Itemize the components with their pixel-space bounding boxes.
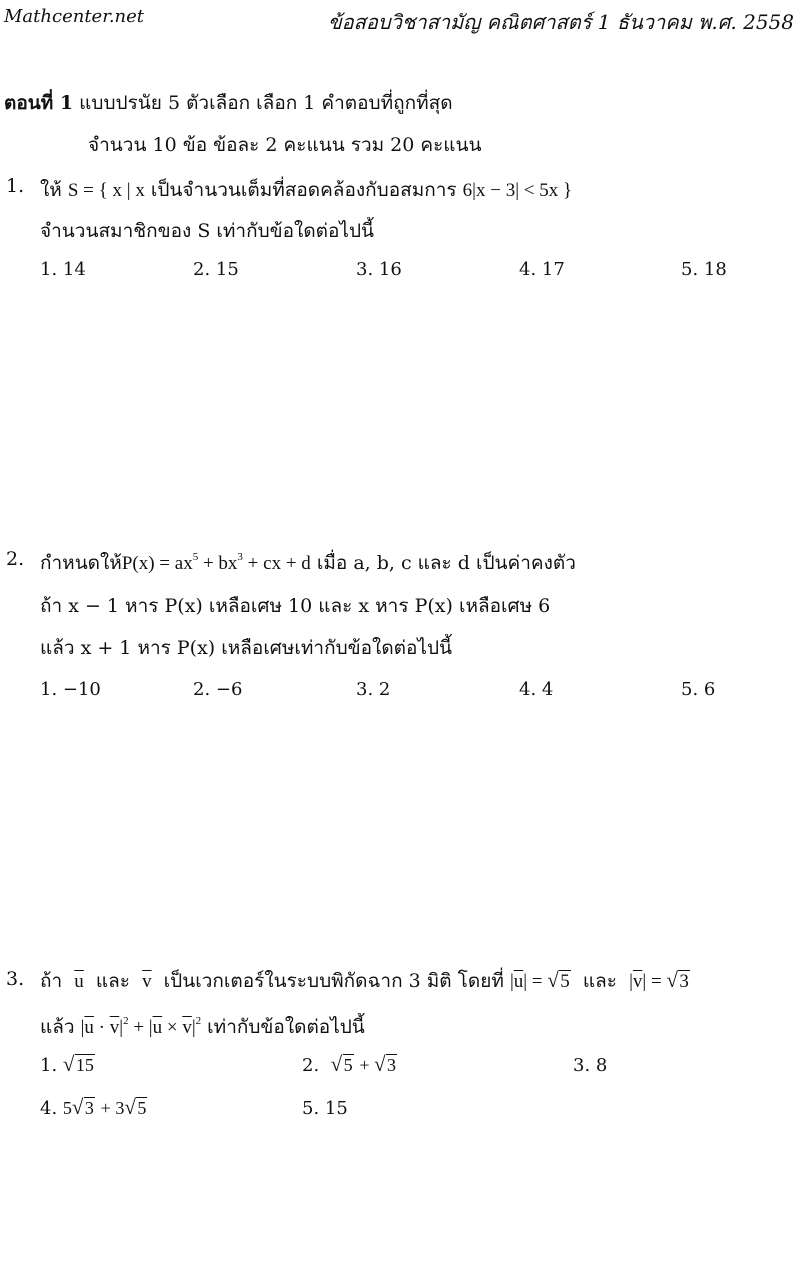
radicand: 3	[387, 1055, 397, 1075]
vector-u: $\overline{u}$	[152, 1017, 163, 1038]
q2-poly-a: P(x) = ax	[121, 553, 193, 574]
choice-5[interactable]: 5. 18	[681, 259, 727, 280]
choice-label: 4.	[40, 1098, 58, 1119]
vector-v: $\overline{v}$	[109, 1017, 120, 1038]
coefficient: 3	[115, 1098, 125, 1118]
radicand: 5	[560, 971, 570, 992]
sqrt-symbol	[63, 1055, 95, 1076]
choice-2[interactable]: 2. √ 5 + √ 3	[302, 1055, 397, 1076]
cross-operator: ×	[162, 1017, 183, 1038]
q1-set-start: S = { x | x	[67, 180, 145, 201]
vector-v: $\overline{v}$	[182, 1017, 192, 1038]
sqrt-symbol	[666, 971, 690, 993]
q2-exp-3: 3	[237, 551, 243, 563]
section-instruction: แบบปรนัย 5 ตัวเลือก เลือก 1 คำตอบที่ถูกที่สุด	[79, 92, 453, 114]
sqrt-symbol	[374, 1055, 397, 1076]
choice-5[interactable]: 5. 6	[681, 679, 716, 700]
choice-label: 2.	[302, 1055, 320, 1076]
choice-4[interactable]: 4. 17	[519, 259, 565, 280]
section-scoring: จำนวน 10 ข้อ ข้อละ 2 คะแนน รวม 20 คะแนน	[88, 134, 482, 156]
choice-1[interactable]: 1. 14	[40, 259, 86, 280]
choice-label: 1.	[40, 1055, 58, 1076]
q3-eq-v: | =	[642, 971, 667, 992]
vector-u: $\overline{u}$	[84, 1017, 94, 1038]
q2-poly-b: + bx	[198, 553, 238, 574]
q2-pre: กำหนดให้	[40, 552, 122, 574]
question-2-line-3: แล้ว x + 1 หาร P(x) เหลือเศษเท่ากับข้อใดต่อไปนี้	[40, 637, 453, 659]
question-1-line-1	[40, 175, 572, 205]
question-number: 2.	[6, 548, 25, 570]
q3-if: ถ้า	[40, 970, 63, 992]
choice-4[interactable]: 4. 4	[519, 679, 554, 700]
exponent: 2	[123, 1015, 129, 1027]
sqrt-symbol	[547, 971, 571, 993]
choice-2[interactable]: 2. 15	[193, 259, 239, 280]
sqrt-symbol	[331, 1055, 354, 1076]
exponent: 2	[195, 1015, 202, 1027]
vector-u: $\overline{u}$	[513, 971, 524, 992]
vector-u: $\overline{u}$	[74, 971, 84, 992]
section-label: ตอนที่ 1	[4, 92, 74, 114]
choice-5[interactable]: 5. 15	[302, 1098, 348, 1119]
vector-v: $\overline{v}$	[632, 971, 643, 992]
choice-3[interactable]: 3. 16	[356, 259, 402, 280]
choice-2[interactable]: 2. −6	[193, 679, 243, 700]
radicand: 5	[137, 1098, 147, 1118]
sqrt-symbol	[124, 1098, 147, 1119]
coefficient: 5	[62, 1098, 72, 1118]
q3-eq-u: | =	[523, 971, 548, 992]
choice-3[interactable]: 3. 8	[573, 1055, 608, 1076]
radicand: 5	[343, 1055, 353, 1075]
q1-text: เป็นจำนวนเต็มที่สอดคล้องกับอสมการ	[150, 179, 457, 201]
question-2-line-2: ถ้า x − 1 หาร P(x) เหลือเศษ 10 และ x หาร P(x) เหลือเศษ 6	[40, 595, 551, 617]
q3-and: และ	[95, 970, 130, 992]
exam-title: ข้อสอบวิชาสามัญ คณิตศาสตร์ 1 ธันวาคม พ.ศ. 2558	[328, 10, 794, 34]
choice-1[interactable]	[40, 1055, 95, 1076]
dot-operator: ·	[93, 1017, 110, 1038]
choice-1[interactable]: 1. −10	[40, 679, 101, 700]
q3-text: เป็นเวกเตอร์ในระบบพิกัดฉาก 3 มิติ โดยที่	[163, 970, 504, 992]
site-name: Mathcenter.net	[4, 6, 145, 27]
q3-and-2: และ	[582, 970, 617, 992]
vector-v: $\overline{v}$	[142, 971, 152, 992]
question-1-line-2: จำนวนสมาชิกของ S เท่ากับข้อใดต่อไปนี้	[40, 220, 375, 242]
question-number: 1.	[6, 175, 25, 197]
q1-pre: ให้	[40, 179, 62, 201]
choice-3[interactable]: 3. 2	[356, 679, 391, 700]
choice-4[interactable]: 4. 5 √ 3 + 3 √ 5	[40, 1098, 147, 1119]
question-3-line-2: แล้ว $|\overline{u} \cdot \overline{v}|^2 + |\overline{u} \times \overline{v}|^2$ เท่ากับข้อใดต่อไปนี้	[40, 1015, 365, 1038]
radicand: 15	[75, 1055, 94, 1075]
radicand: 3	[679, 971, 689, 992]
q2-poly-c: + cx + d	[242, 553, 311, 574]
sqrt-symbol	[72, 1098, 95, 1119]
q1-inequality: 6|x − 3| < 5x }	[462, 180, 573, 201]
question-3-line-1: ถ้า $\overline{u}$ และ $\overline{v}$ เป็นเวกเตอร์ในระบบพิกัดฉาก 3 มิติ โดยที่ $|\overline{u}|$ = √ 5 และ $|\overline{v}|$ = √ 3	[40, 966, 690, 996]
q3-then: แล้ว	[40, 1016, 75, 1038]
radicand: 3	[84, 1098, 94, 1118]
question-number: 3.	[6, 968, 25, 990]
question-2-line-1	[40, 548, 576, 578]
q2-text: เมื่อ a, b, c และ d เป็นค่าคงตัว	[316, 552, 576, 574]
section-heading	[4, 88, 453, 118]
q3-ask: เท่ากับข้อใดต่อไปนี้	[207, 1016, 365, 1038]
q2-exp-5: 5	[192, 551, 199, 563]
